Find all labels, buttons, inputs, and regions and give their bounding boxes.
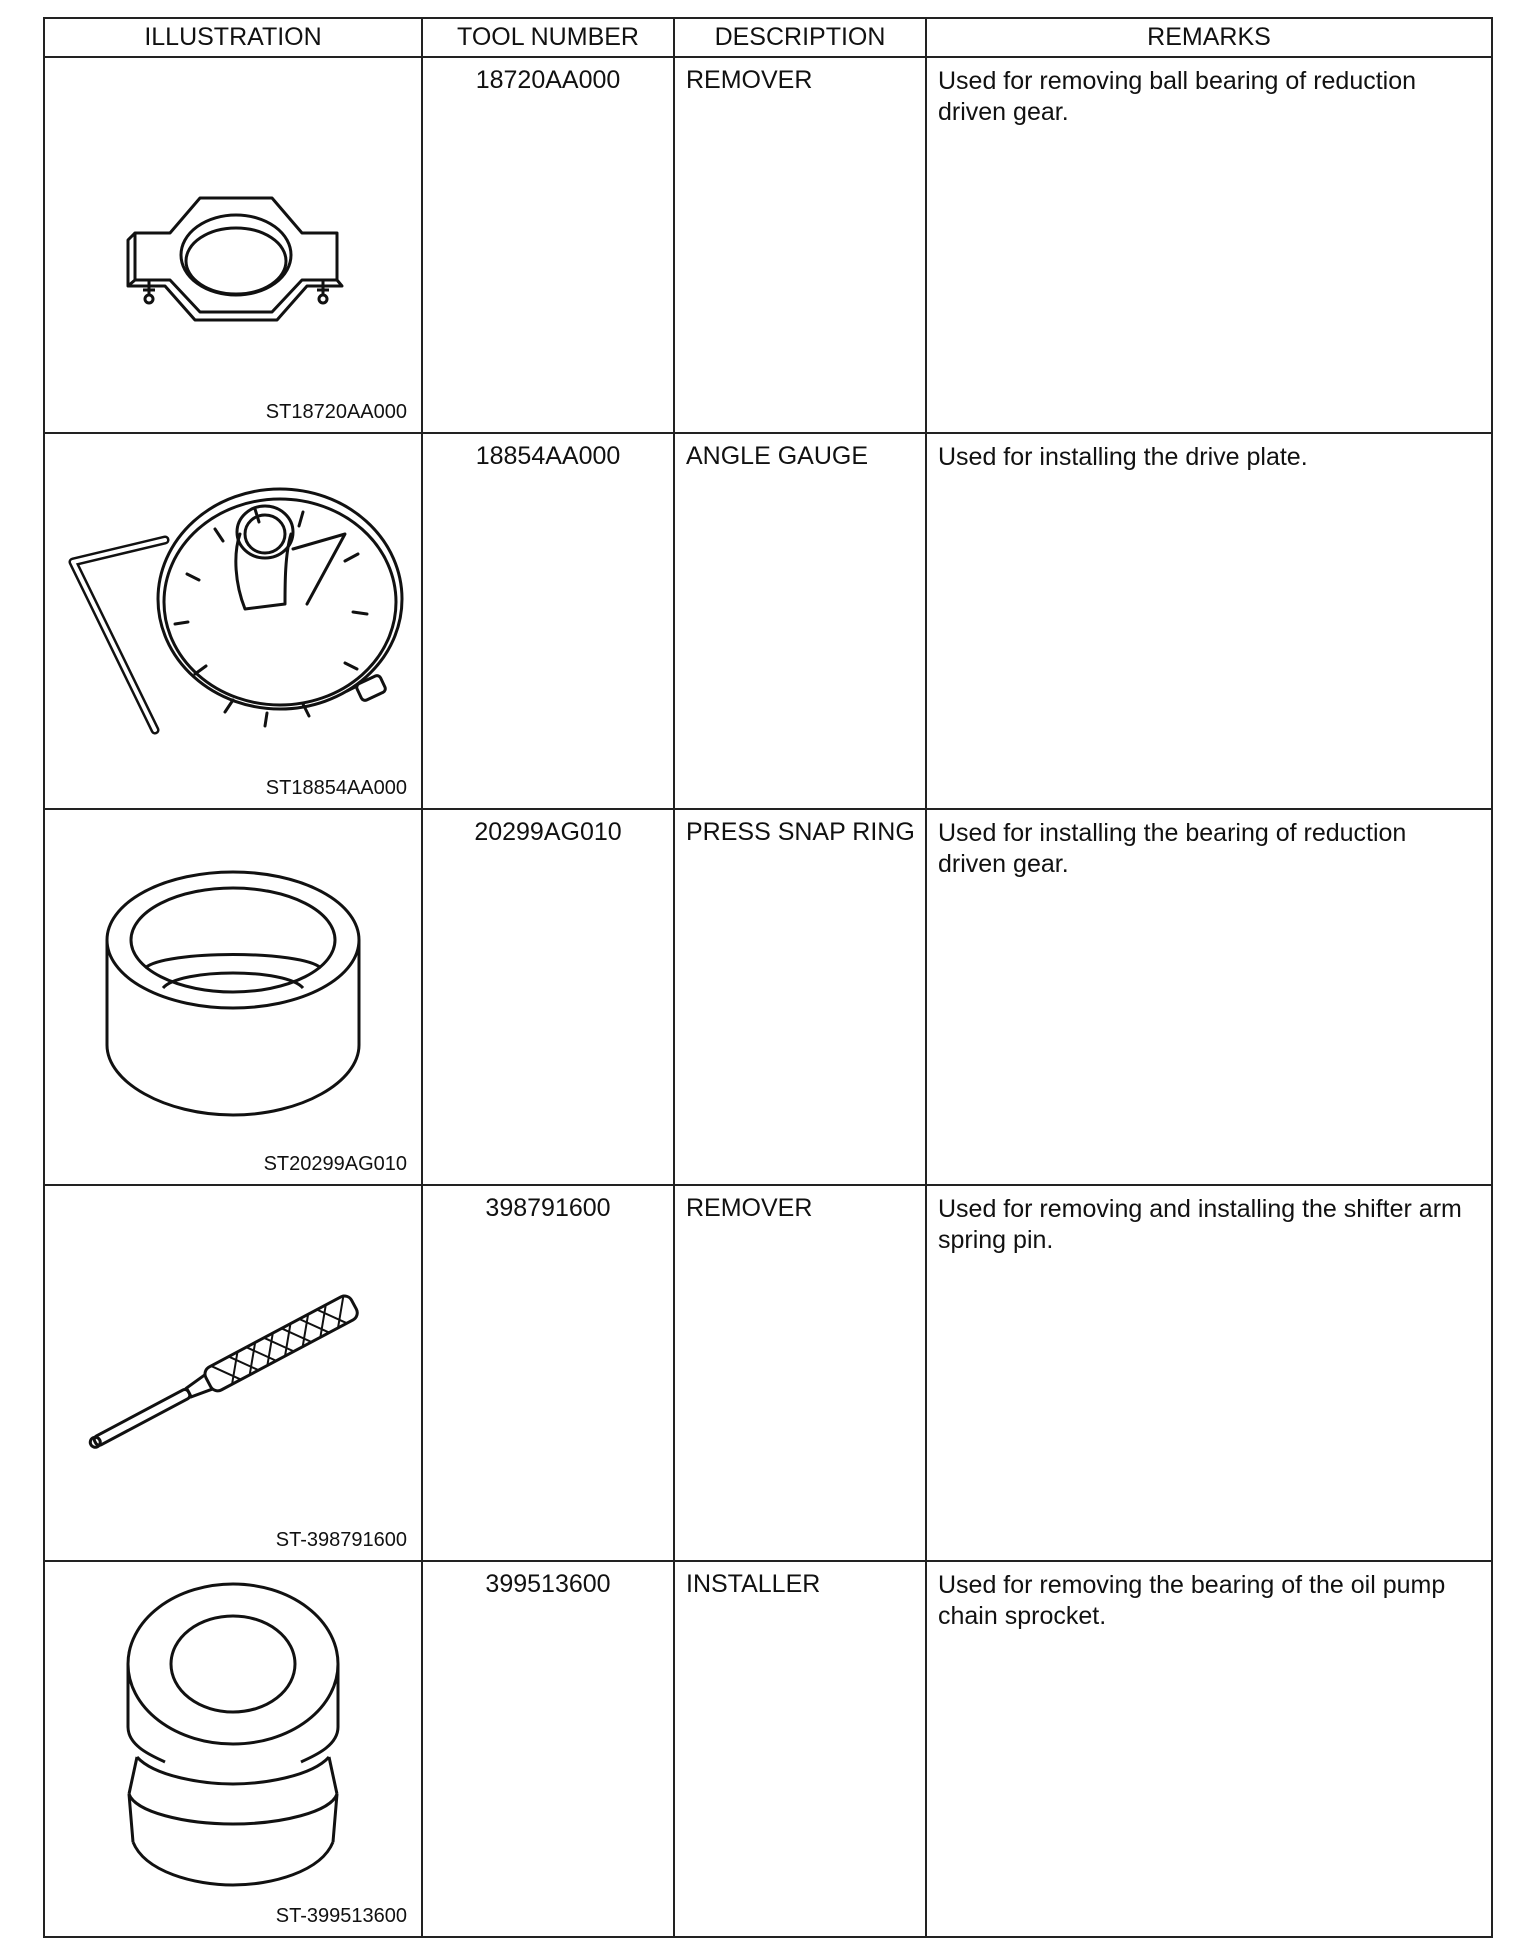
remarks: Used for removing ball bearing of reduction driven gear. [938,67,1417,126]
remarks: Used for installing the drive plate. [938,443,1308,471]
description-cell [674,1185,926,1561]
installer-icon [45,1562,421,1928]
description-cell [674,433,926,809]
description: INSTALLER [686,1570,821,1598]
illustration-cell [44,1185,422,1561]
remarks-cell [926,1185,1492,1561]
illustration-cell [44,1561,422,1937]
remarks-cell [926,433,1492,809]
remarks: Used for removing and installing the shifter arm spring pin. [938,1195,1462,1254]
description: REMOVER [686,1194,813,1222]
table-row [44,1561,1492,1937]
remarks-cell [926,1561,1492,1937]
tool-number: 18720AA000 [475,66,621,94]
illustration-code: ST-399513600 [275,1905,407,1927]
illustration-cell [44,57,422,433]
angle-gauge-icon [45,434,421,800]
remarks: Used for removing the bearing of the oil pump chain sprocket. [938,1571,1446,1630]
description: ANGLE GAUGE [686,442,868,470]
tool-number-cell [422,1185,674,1561]
header-illustration: ILLUSTRATION [44,18,422,57]
tool-number: 20299AG010 [474,818,622,846]
illustration-code: ST-398791600 [275,1529,407,1551]
description: PRESS SNAP RING [686,818,915,846]
header-remarks: REMARKS [926,18,1492,57]
tool-number: 398791600 [485,1194,611,1222]
description: REMOVER [686,66,813,94]
tool-number-cell [422,809,674,1185]
description-cell [674,1561,926,1937]
remarks-cell [926,809,1492,1185]
spring-pin-remover-icon [45,1186,421,1552]
table-row [44,433,1492,809]
remarks: Used for installing the bearing of reduction driven gear. [938,819,1407,878]
table-row [44,809,1492,1185]
illustration-code: ST18720AA000 [265,401,407,423]
tool-number-cell [422,433,674,809]
header-row [44,18,1492,57]
special-tools-table [43,17,1493,1938]
illustration-cell [44,809,422,1185]
tool-number: 399513600 [485,1570,611,1598]
table-row [44,57,1492,433]
press-snap-ring-icon [45,810,421,1176]
remarks-cell [926,57,1492,433]
tool-number: 18854AA000 [475,442,621,470]
illustration-code: ST18854AA000 [265,777,407,799]
bearing-remover-clamp-icon [45,58,421,424]
header-description: DESCRIPTION [674,18,926,57]
tool-number-cell [422,1561,674,1937]
description-cell [674,57,926,433]
table-row [44,1185,1492,1561]
illustration-cell [44,433,422,809]
description-cell [674,809,926,1185]
illustration-code: ST20299AG010 [263,1153,407,1175]
header-tool-number: TOOL NUMBER [422,18,674,57]
tool-number-cell [422,57,674,433]
